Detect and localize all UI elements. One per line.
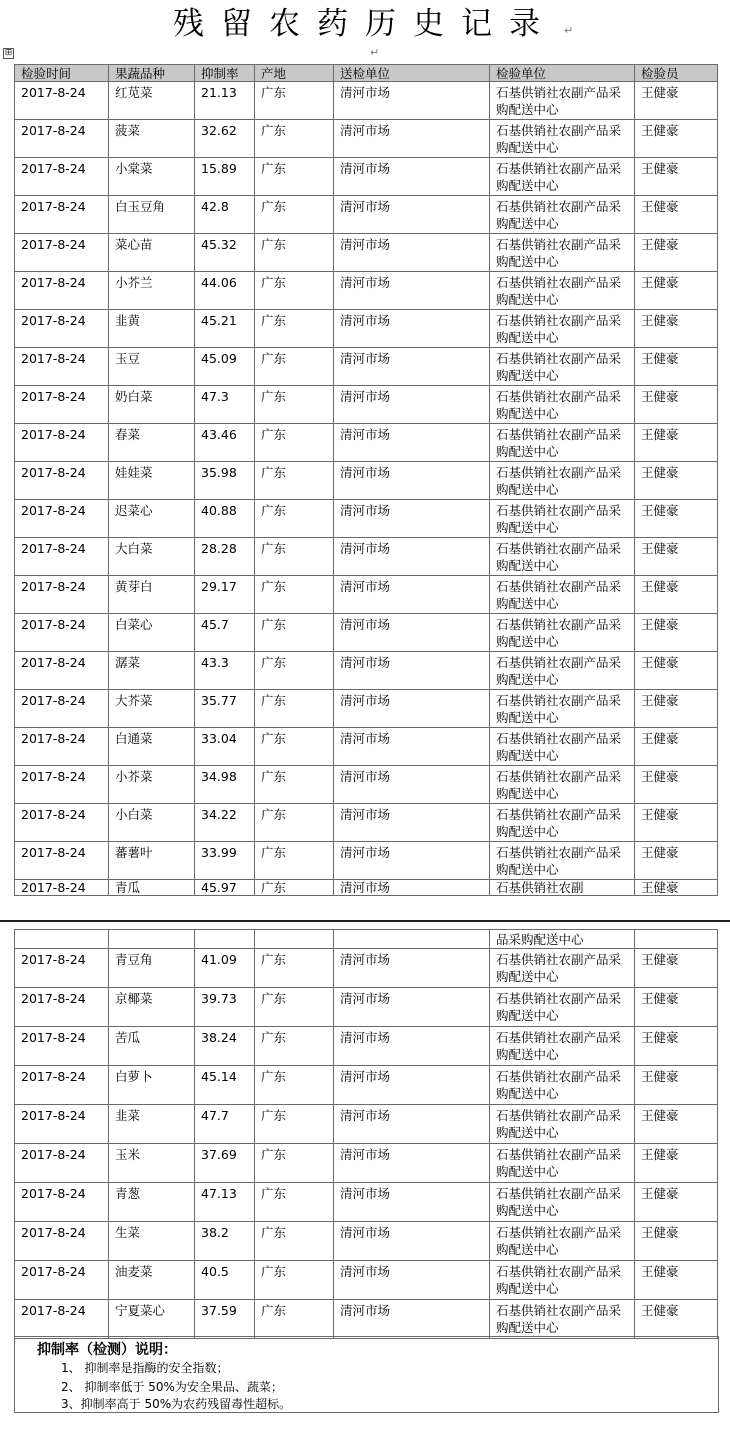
cell-inspector: 王健豪: [635, 234, 718, 272]
table-row: [15, 120, 718, 158]
cell-produce: 宁夏菜心: [109, 1300, 195, 1339]
cell-inspection-unit: 石基供销社农副产品采购配送中心: [490, 728, 635, 766]
cell-produce: 苦瓜: [109, 1027, 195, 1066]
cell-submitter: 清河市场: [334, 538, 490, 576]
cell-inhibition-rate: 45.21: [195, 310, 255, 348]
cell-inspection-unit: 石基供销社农副产品采购配送中心: [490, 196, 635, 234]
paragraph-mark: ↵: [370, 46, 380, 59]
cell-submitter: [334, 930, 490, 949]
cell-origin: 广东: [255, 462, 334, 500]
cell-inhibition-rate: 41.09: [195, 949, 255, 988]
cell-inspector: 王健豪: [635, 500, 718, 538]
table-row: [15, 234, 718, 272]
cell-date: 2017-8-24: [15, 158, 109, 196]
cell-date: 2017-8-24: [15, 728, 109, 766]
cell-inspection-unit: 石基供销社农副产品采购配送中心: [490, 310, 635, 348]
cell-inhibition-rate: 47.7: [195, 1105, 255, 1144]
cell-inspector: 王健豪: [635, 766, 718, 804]
cell-inspection-unit: 石基供销社农副产品采购配送中心: [490, 158, 635, 196]
cell-origin: 广东: [255, 424, 334, 462]
cell-produce: 油麦菜: [109, 1261, 195, 1300]
cell-origin: 广东: [255, 82, 334, 120]
table-row: [15, 766, 718, 804]
table-row: [15, 690, 718, 728]
cell-date: 2017-8-24: [15, 804, 109, 842]
cell-date: 2017-8-24: [15, 120, 109, 158]
table-row: [15, 728, 718, 766]
cell-inspection-unit: 石基供销社农副产品采购配送中心: [490, 234, 635, 272]
cell-inspector: 王健豪: [635, 949, 718, 988]
cell-produce: 白萝卜: [109, 1066, 195, 1105]
cell-date: 2017-8-24: [15, 538, 109, 576]
cell-submitter: 清河市场: [334, 614, 490, 652]
cell-submitter: 清河市场: [334, 576, 490, 614]
cell-origin: 广东: [255, 614, 334, 652]
cell-inhibition-rate: 34.22: [195, 804, 255, 842]
cell-produce: 蕃薯叶: [109, 842, 195, 880]
cell-produce: 白菜心: [109, 614, 195, 652]
cell-produce: 小棠菜: [109, 158, 195, 196]
paragraph-mark: ↵: [564, 24, 574, 37]
cell-date: 2017-8-24: [15, 880, 109, 896]
cell-inspection-unit: 石基供销社农副产品采购配送中心: [490, 842, 635, 880]
cell-submitter: 清河市场: [334, 386, 490, 424]
cell-origin: 广东: [255, 842, 334, 880]
cell-inhibition-rate: 47.3: [195, 386, 255, 424]
cell-date: 2017-8-24: [15, 949, 109, 988]
column-header: 检验时间: [15, 65, 109, 82]
cell-origin: 广东: [255, 196, 334, 234]
cell-produce: 黄芽白: [109, 576, 195, 614]
cell-inhibition-rate: 39.73: [195, 988, 255, 1027]
cell-inspector: 王健豪: [635, 728, 718, 766]
cell-inhibition-rate: 33.99: [195, 842, 255, 880]
cell-inspection-unit: 石基供销社农副产品采购配送中心: [490, 1027, 635, 1066]
cell-origin: 广东: [255, 538, 334, 576]
table-row: [15, 538, 718, 576]
cell-inhibition-rate: 42.8: [195, 196, 255, 234]
notes-line: 3、抑制率高于 50%为农药残留毒性超标。: [61, 1397, 292, 1411]
cell-submitter: 清河市场: [334, 1027, 490, 1066]
cell-produce: 青葱: [109, 1183, 195, 1222]
table-row: [15, 82, 718, 120]
cell-inspection-unit: 石基供销社农副产品采购配送中心: [490, 82, 635, 120]
cell-inspection-unit: 石基供销社农副产品采购配送中心: [490, 1300, 635, 1339]
cell-inspection-unit: 石基供销社农副产品采购配送中心: [490, 538, 635, 576]
cell-date: 2017-8-24: [15, 988, 109, 1027]
cell-date: 2017-8-24: [15, 348, 109, 386]
cell-inhibition-rate: 47.13: [195, 1183, 255, 1222]
records-table-page-2: [14, 929, 718, 1339]
cell-inspection-unit: 石基供销社农副产品采购配送中心: [490, 1261, 635, 1300]
cell-produce: 玉米: [109, 1144, 195, 1183]
cell-inhibition-rate: 45.32: [195, 234, 255, 272]
cell-inspector: 王健豪: [635, 1261, 718, 1300]
cell-submitter: 清河市场: [334, 1144, 490, 1183]
notes-box: [14, 1336, 719, 1413]
table-row: [15, 988, 718, 1027]
column-header: 产地: [255, 65, 334, 82]
table-row: [15, 842, 718, 880]
cell-inspector: 王健豪: [635, 158, 718, 196]
cell-inhibition-rate: 38.2: [195, 1222, 255, 1261]
cell-inhibition-rate: 28.28: [195, 538, 255, 576]
cell-inspection-unit: 石基供销社农副产品采购配送中心: [490, 348, 635, 386]
cell-produce: [109, 930, 195, 949]
cell-date: 2017-8-24: [15, 1300, 109, 1339]
cell-inspector: 王健豪: [635, 690, 718, 728]
cell-date: 2017-8-24: [15, 82, 109, 120]
table-row: [15, 272, 718, 310]
cell-submitter: 清河市场: [334, 1183, 490, 1222]
cell-submitter: 清河市场: [334, 462, 490, 500]
cell-date: 2017-8-24: [15, 1144, 109, 1183]
cell-inspector: 王健豪: [635, 614, 718, 652]
column-header: 抑制率: [195, 65, 255, 82]
notes-heading: 抑制率（检测）说明：: [37, 1342, 177, 1358]
cell-inhibition-rate: 21.13: [195, 82, 255, 120]
cell-submitter: 清河市场: [334, 234, 490, 272]
table-row: [15, 1261, 718, 1300]
cell-origin: 广东: [255, 1183, 334, 1222]
cell-submitter: 清河市场: [334, 880, 490, 896]
cell-submitter: 清河市场: [334, 728, 490, 766]
cell-date: 2017-8-24: [15, 1183, 109, 1222]
cell-date: 2017-8-24: [15, 576, 109, 614]
table-row: [15, 1105, 718, 1144]
table-row: [15, 386, 718, 424]
cell-date: [15, 930, 109, 949]
cell-inspector: 王健豪: [635, 386, 718, 424]
cell-origin: 广东: [255, 386, 334, 424]
cell-inspection-unit: 石基供销社农副产品采购配送中心: [490, 1105, 635, 1144]
table-row-continuation: [15, 930, 718, 949]
cell-produce: 潺菜: [109, 652, 195, 690]
cell-inspection-unit: 石基供销社农副: [490, 880, 635, 896]
cell-inhibition-rate: 35.77: [195, 690, 255, 728]
cell-date: 2017-8-24: [15, 310, 109, 348]
cell-submitter: 清河市场: [334, 196, 490, 234]
cell-inhibition-rate: 45.09: [195, 348, 255, 386]
cell-inhibition-rate: 40.88: [195, 500, 255, 538]
cell-inhibition-rate: 34.98: [195, 766, 255, 804]
cell-date: 2017-8-24: [15, 462, 109, 500]
cell-inspector: 王健豪: [635, 988, 718, 1027]
cell-submitter: 清河市场: [334, 690, 490, 728]
cell-submitter: 清河市场: [334, 842, 490, 880]
cell-produce: 韭黄: [109, 310, 195, 348]
table-row: [15, 804, 718, 842]
cell-date: 2017-8-24: [15, 1027, 109, 1066]
cell-origin: 广东: [255, 766, 334, 804]
cell-produce: 红苋菜: [109, 82, 195, 120]
table-row: [15, 1144, 718, 1183]
cell-inspection-unit: 石基供销社农副产品采购配送中心: [490, 272, 635, 310]
column-header: 送检单位: [334, 65, 490, 82]
table-row: [15, 1300, 718, 1339]
cell-inspector: 王健豪: [635, 880, 718, 896]
table-row: [15, 196, 718, 234]
cell-produce: 玉豆: [109, 348, 195, 386]
cell-inhibition-rate: 33.04: [195, 728, 255, 766]
cell-date: 2017-8-24: [15, 196, 109, 234]
cell-submitter: 清河市场: [334, 949, 490, 988]
cell-inspector: 王健豪: [635, 1222, 718, 1261]
cell-inhibition-rate: 45.7: [195, 614, 255, 652]
cell-submitter: 清河市场: [334, 804, 490, 842]
notes-line: 1、 抑制率是指酶的安全指数；: [61, 1361, 229, 1375]
table-row: [15, 652, 718, 690]
cell-date: 2017-8-24: [15, 842, 109, 880]
table-row: [15, 348, 718, 386]
cell-produce: 奶白菜: [109, 386, 195, 424]
cell-inspection-unit: 石基供销社农副产品采购配送中心: [490, 500, 635, 538]
table-header-row: [15, 65, 718, 82]
page-break: [0, 920, 730, 922]
table-row: [15, 1027, 718, 1066]
cell-origin: 广东: [255, 804, 334, 842]
cell-date: 2017-8-24: [15, 272, 109, 310]
cell-inspection-unit: 石基供销社农副产品采购配送中心: [490, 424, 635, 462]
cell-origin: 广东: [255, 158, 334, 196]
cell-inhibition-rate: 38.24: [195, 1027, 255, 1066]
cell-inspector: 王健豪: [635, 82, 718, 120]
cell-date: 2017-8-24: [15, 614, 109, 652]
cell-produce: 青瓜: [109, 880, 195, 896]
cell-inspector: 王健豪: [635, 1066, 718, 1105]
cell-produce: 白通菜: [109, 728, 195, 766]
page-title: [0, 2, 730, 46]
cell-inspector: 王健豪: [635, 272, 718, 310]
cell-inspector: 王健豪: [635, 424, 718, 462]
column-header: 果蔬品种: [109, 65, 195, 82]
cell-submitter: 清河市场: [334, 310, 490, 348]
cell-inspection-unit: 石基供销社农副产品采购配送中心: [490, 614, 635, 652]
table-row: [15, 310, 718, 348]
cell-submitter: 清河市场: [334, 988, 490, 1027]
cell-date: 2017-8-24: [15, 424, 109, 462]
cell-produce: 小芥菜: [109, 766, 195, 804]
cell-origin: 广东: [255, 348, 334, 386]
cell-inspection-unit: 石基供销社农副产品采购配送中心: [490, 988, 635, 1027]
cell-produce: 青豆角: [109, 949, 195, 988]
cell-inspector: 王健豪: [635, 1027, 718, 1066]
table-row: [15, 158, 718, 196]
cell-produce: 韭菜: [109, 1105, 195, 1144]
cell-inspection-unit: 石基供销社农副产品采购配送中心: [490, 949, 635, 988]
table-row: [15, 1183, 718, 1222]
cell-inspection-unit: 石基供销社农副产品采购配送中心: [490, 1222, 635, 1261]
cell-produce: 生菜: [109, 1222, 195, 1261]
cell-origin: 广东: [255, 120, 334, 158]
table-row: [15, 614, 718, 652]
table-row: [15, 500, 718, 538]
cell-produce: 春菜: [109, 424, 195, 462]
cell-inspector: 王健豪: [635, 538, 718, 576]
cell-origin: 广东: [255, 576, 334, 614]
cell-produce: 菜心苗: [109, 234, 195, 272]
cell-submitter: 清河市场: [334, 1105, 490, 1144]
cell-inhibition-rate: 37.59: [195, 1300, 255, 1339]
cell-inspector: 王健豪: [635, 1300, 718, 1339]
table-row: [15, 1066, 718, 1105]
cell-produce: 京椰菜: [109, 988, 195, 1027]
cell-inhibition-rate: [195, 930, 255, 949]
cell-inspector: 王健豪: [635, 804, 718, 842]
cell-produce: 大芥菜: [109, 690, 195, 728]
cell-date: 2017-8-24: [15, 500, 109, 538]
cell-date: 2017-8-24: [15, 690, 109, 728]
table-row: [15, 576, 718, 614]
cell-submitter: 清河市场: [334, 120, 490, 158]
cell-inhibition-rate: 44.06: [195, 272, 255, 310]
cell-inspection-unit: 石基供销社农副产品采购配送中心: [490, 462, 635, 500]
column-header: 检验员: [635, 65, 718, 82]
cell-origin: 广东: [255, 690, 334, 728]
table-row: [15, 462, 718, 500]
cell-origin: 广东: [255, 1066, 334, 1105]
cell-produce: 迟菜心: [109, 500, 195, 538]
cell-inspector: 王健豪: [635, 462, 718, 500]
cell-submitter: 清河市场: [334, 1222, 490, 1261]
cell-origin: 广东: [255, 1300, 334, 1339]
cell-origin: 广东: [255, 1027, 334, 1066]
cell-inhibition-rate: 32.62: [195, 120, 255, 158]
table-row: [15, 880, 718, 896]
cell-date: 2017-8-24: [15, 1066, 109, 1105]
cell-inspection-unit: 品采购配送中心: [490, 930, 635, 949]
cell-date: 2017-8-24: [15, 652, 109, 690]
cell-origin: 广东: [255, 1261, 334, 1300]
cell-inspection-unit: 石基供销社农副产品采购配送中心: [490, 1066, 635, 1105]
cell-inspection-unit: 石基供销社农副产品采购配送中心: [490, 652, 635, 690]
cell-inspection-unit: 石基供销社农副产品采购配送中心: [490, 386, 635, 424]
cell-date: 2017-8-24: [15, 1222, 109, 1261]
cell-inspector: 王健豪: [635, 842, 718, 880]
cell-inspector: 王健豪: [635, 120, 718, 158]
cell-submitter: 清河市场: [334, 652, 490, 690]
cell-inspection-unit: 石基供销社农副产品采购配送中心: [490, 120, 635, 158]
cell-submitter: 清河市场: [334, 272, 490, 310]
cell-inspector: 王健豪: [635, 310, 718, 348]
cell-origin: 广东: [255, 272, 334, 310]
cell-inspector: 王健豪: [635, 576, 718, 614]
cell-inspection-unit: 石基供销社农副产品采购配送中心: [490, 1183, 635, 1222]
cell-date: 2017-8-24: [15, 234, 109, 272]
cell-date: 2017-8-24: [15, 386, 109, 424]
cell-submitter: 清河市场: [334, 1066, 490, 1105]
cell-submitter: 清河市场: [334, 424, 490, 462]
cell-inspection-unit: 石基供销社农副产品采购配送中心: [490, 804, 635, 842]
cell-produce: 白玉豆角: [109, 196, 195, 234]
cell-date: 2017-8-24: [15, 1261, 109, 1300]
cell-inspection-unit: 石基供销社农副产品采购配送中心: [490, 766, 635, 804]
cell-inspector: [635, 930, 718, 949]
cell-inhibition-rate: 45.97: [195, 880, 255, 896]
cell-origin: 广东: [255, 728, 334, 766]
notes-line: 2、 抑制率低于 50%为安全果品、蔬菜；: [61, 1380, 283, 1394]
cell-date: 2017-8-24: [15, 766, 109, 804]
cell-submitter: 清河市场: [334, 1300, 490, 1339]
cell-origin: 广东: [255, 988, 334, 1027]
cell-produce: 小芥兰: [109, 272, 195, 310]
cell-inhibition-rate: 37.69: [195, 1144, 255, 1183]
cell-origin: 广东: [255, 1222, 334, 1261]
cell-inhibition-rate: 40.5: [195, 1261, 255, 1300]
cell-submitter: 清河市场: [334, 158, 490, 196]
cell-inhibition-rate: 43.46: [195, 424, 255, 462]
cell-inspection-unit: 石基供销社农副产品采购配送中心: [490, 690, 635, 728]
cell-origin: 广东: [255, 1105, 334, 1144]
cell-submitter: 清河市场: [334, 766, 490, 804]
cell-produce: 大白菜: [109, 538, 195, 576]
cell-origin: 广东: [255, 310, 334, 348]
cell-origin: 广东: [255, 880, 334, 896]
cell-produce: 娃娃菜: [109, 462, 195, 500]
table-move-handle-icon[interactable]: ⊞: [4, 48, 13, 58]
cell-inhibition-rate: 29.17: [195, 576, 255, 614]
cell-origin: 广东: [255, 1144, 334, 1183]
cell-submitter: 清河市场: [334, 348, 490, 386]
cell-inspection-unit: 石基供销社农副产品采购配送中心: [490, 1144, 635, 1183]
column-header: 检验单位: [490, 65, 635, 82]
cell-inspector: 王健豪: [635, 652, 718, 690]
cell-inspector: 王健豪: [635, 348, 718, 386]
cell-date: 2017-8-24: [15, 1105, 109, 1144]
cell-origin: 广东: [255, 652, 334, 690]
cell-inspection-unit: 石基供销社农副产品采购配送中心: [490, 576, 635, 614]
cell-origin: 广东: [255, 500, 334, 538]
cell-submitter: 清河市场: [334, 500, 490, 538]
cell-inhibition-rate: 45.14: [195, 1066, 255, 1105]
title-text: 残留农药历史记录: [173, 6, 557, 42]
cell-submitter: 清河市场: [334, 82, 490, 120]
cell-inhibition-rate: 15.89: [195, 158, 255, 196]
cell-produce: 菠菜: [109, 120, 195, 158]
cell-inspector: 王健豪: [635, 1105, 718, 1144]
cell-inspector: 王健豪: [635, 1183, 718, 1222]
table-row: [15, 1222, 718, 1261]
table-row: [15, 949, 718, 988]
cell-origin: 广东: [255, 234, 334, 272]
cell-origin: [255, 930, 334, 949]
cell-origin: 广东: [255, 949, 334, 988]
records-table-page-1: [14, 64, 718, 896]
cell-inhibition-rate: 43.3: [195, 652, 255, 690]
cell-inhibition-rate: 35.98: [195, 462, 255, 500]
cell-produce: 小白菜: [109, 804, 195, 842]
table-row: [15, 424, 718, 462]
cell-submitter: 清河市场: [334, 1261, 490, 1300]
cell-inspector: 王健豪: [635, 1144, 718, 1183]
cell-inspector: 王健豪: [635, 196, 718, 234]
